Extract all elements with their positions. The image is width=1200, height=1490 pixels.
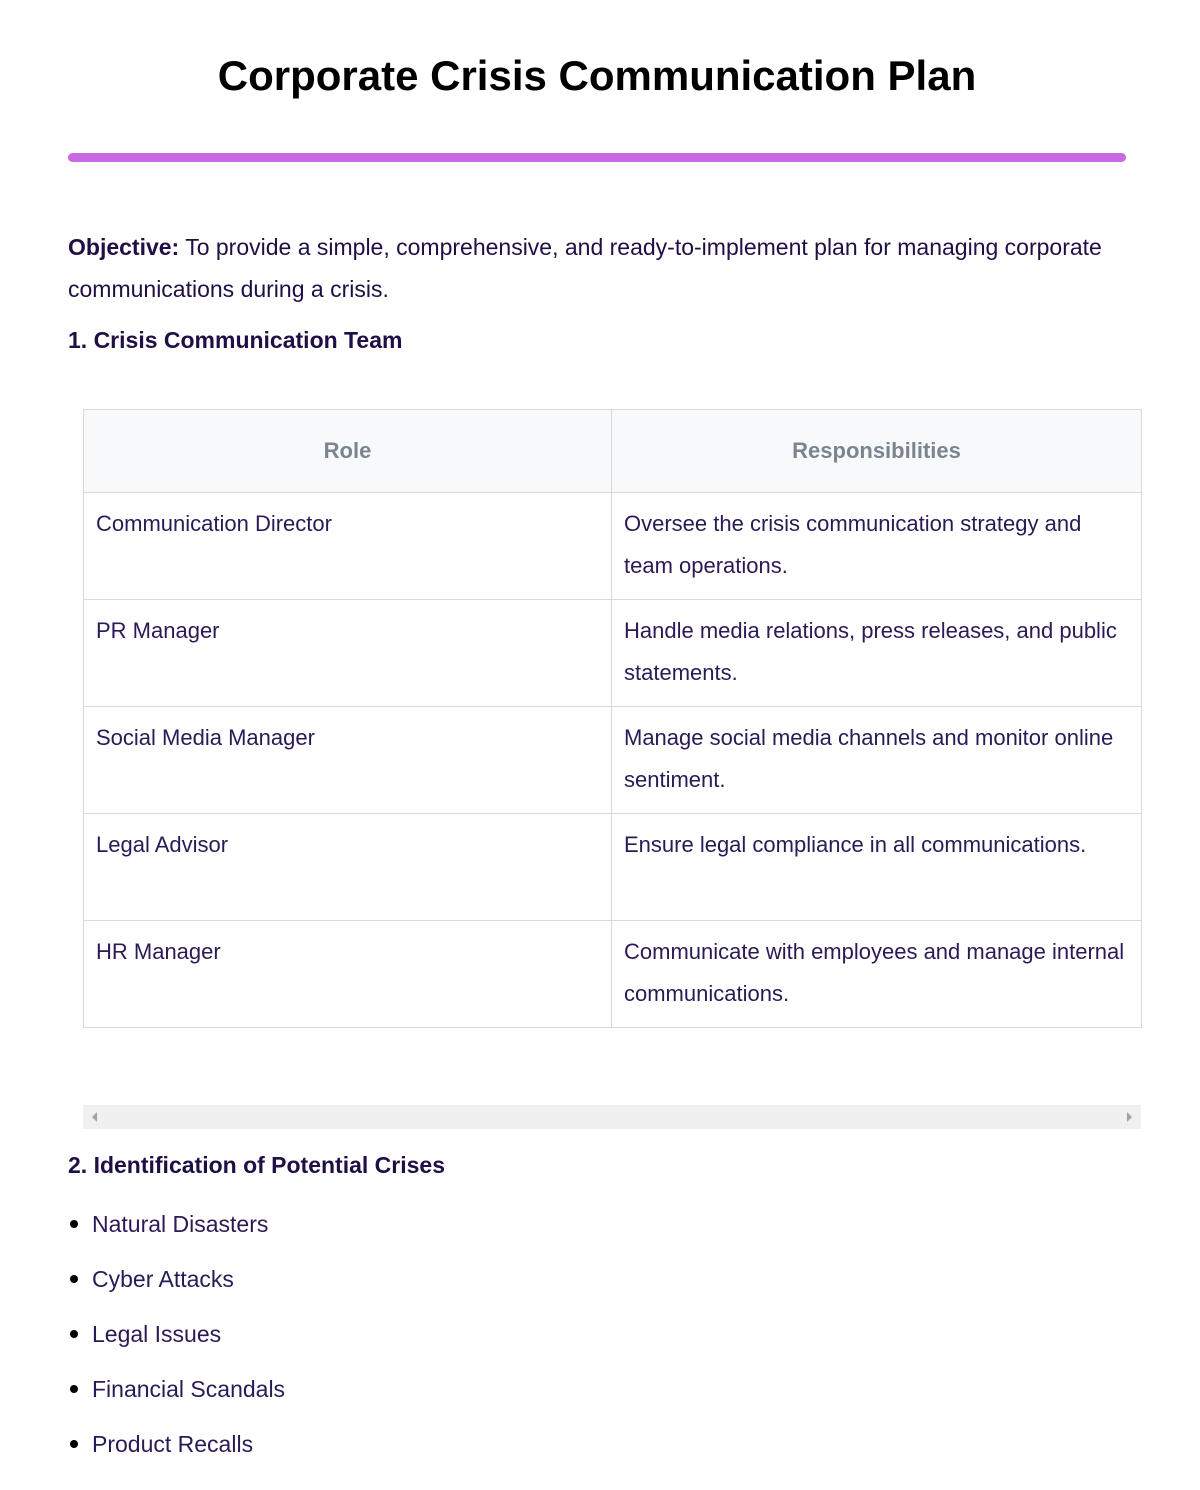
table-row [84, 493, 1142, 600]
objective-text: To provide a simple, comprehensive, and ready-to-implement plan for managing corporate communications during a crisis. [68, 234, 1102, 302]
page-title: Corporate Crisis Communication Plan [217, 52, 977, 99]
team-table [83, 409, 1142, 1028]
bullet-dot-icon [70, 1440, 78, 1448]
role-cell: Legal Advisor [84, 814, 612, 921]
table-row [84, 921, 1142, 1028]
bullet-dot-icon [70, 1220, 78, 1228]
responsibility-cell: Oversee the crisis communication strategy and team operations. [612, 493, 1142, 600]
list-item [68, 1365, 285, 1420]
crises-list [68, 1200, 285, 1475]
responsibility-cell: Ensure legal compliance in all communications. [612, 814, 1142, 921]
list-item [68, 1255, 285, 1310]
bullet-dot-icon [70, 1275, 78, 1283]
section-heading-crises: 2. Identification of Potential Crises [68, 1152, 446, 1178]
team-table-container [83, 409, 1141, 1028]
column-header-responsibilities: Responsibilities [612, 410, 1142, 493]
scroll-right-arrow-icon[interactable] [1127, 1112, 1132, 1122]
role-cell: PR Manager [84, 600, 612, 707]
list-item-label: Cyber Attacks [92, 1266, 234, 1292]
bullet-dot-icon [70, 1330, 78, 1338]
list-item [68, 1310, 285, 1365]
scroll-left-arrow-icon[interactable] [92, 1112, 97, 1122]
table-horizontal-scrollbar[interactable] [83, 1105, 1141, 1129]
responsibility-cell: Communicate with employees and manage internal communications. [612, 921, 1142, 1028]
role-cell: HR Manager [84, 921, 612, 1028]
list-item-label: Legal Issues [92, 1321, 222, 1347]
responsibility-cell: Handle media relations, press releases, and public statements. [612, 600, 1142, 707]
objective-label: Objective: [68, 234, 180, 260]
table-row [84, 707, 1142, 814]
table-header-row [84, 410, 1142, 493]
responsibility-cell: Manage social media channels and monitor online sentiment. [612, 707, 1142, 814]
table-row [84, 600, 1142, 707]
list-item [68, 1420, 285, 1475]
section-heading-team: 1. Crisis Communication Team [68, 327, 403, 353]
role-cell: Communication Director [84, 493, 612, 600]
list-item [68, 1200, 285, 1255]
objective-paragraph [68, 226, 1128, 310]
list-item-label: Financial Scandals [92, 1376, 286, 1402]
role-cell: Social Media Manager [84, 707, 612, 814]
column-header-role: Role [84, 410, 612, 493]
list-item-label: Product Recalls [92, 1431, 254, 1457]
bullet-dot-icon [70, 1385, 78, 1393]
title-divider-bar [68, 153, 1126, 162]
list-item-label: Natural Disasters [92, 1211, 269, 1237]
table-row [84, 814, 1142, 921]
